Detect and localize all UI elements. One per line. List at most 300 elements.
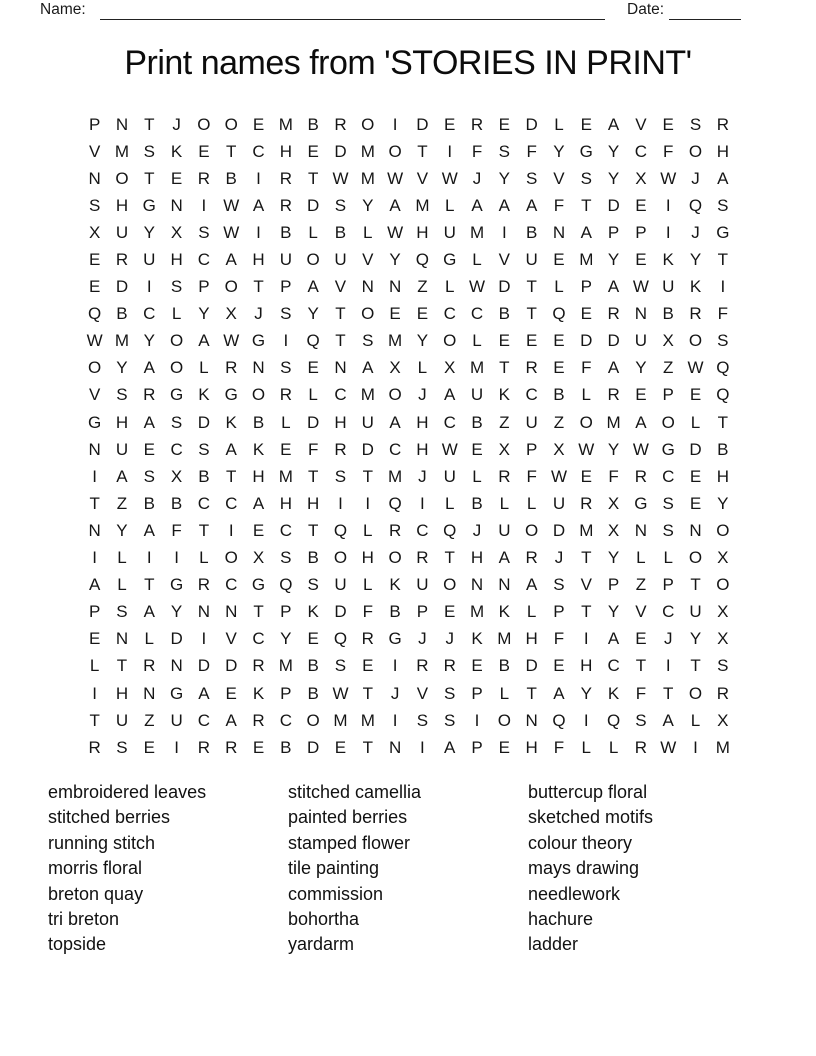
- grid-letter: B: [334, 222, 347, 242]
- grid-letter: O: [251, 385, 266, 405]
- grid-letter: A: [389, 195, 401, 215]
- grid-letter: B: [389, 602, 401, 622]
- grid-letter: P: [471, 737, 483, 757]
- grid-letter: X: [225, 304, 237, 324]
- grid-letter: H: [115, 195, 129, 215]
- grid-letter: M: [278, 656, 293, 676]
- grid-letter: R: [525, 548, 538, 568]
- grid-letter: Z: [116, 493, 128, 513]
- grid-letter: U: [662, 277, 675, 297]
- grid-letter: N: [252, 358, 265, 378]
- grid-letter: I: [420, 493, 425, 513]
- grid-letter: G: [251, 331, 266, 351]
- grid-letter: T: [526, 304, 537, 324]
- grid-letter: Y: [416, 331, 429, 351]
- grid-letter: S: [662, 520, 674, 540]
- grid-letter: M: [579, 250, 594, 270]
- grid-letter: Y: [143, 331, 155, 351]
- grid-letter: E: [143, 439, 155, 459]
- grid-letter: Q: [716, 358, 730, 378]
- grid-letter: X: [717, 629, 729, 649]
- grid-letter: Q: [388, 493, 402, 513]
- grid-letter: D: [225, 656, 238, 676]
- grid-letter: J: [418, 629, 427, 649]
- grid-letter: M: [360, 710, 375, 730]
- grid-letter: R: [88, 737, 101, 757]
- grid-letter: L: [308, 222, 318, 242]
- grid-letter: B: [198, 466, 210, 486]
- grid-letter: H: [525, 737, 538, 757]
- grid-letter: B: [143, 493, 155, 513]
- grid-letter: W: [660, 737, 677, 757]
- grid-letter: P: [635, 222, 647, 242]
- grid-letter: Y: [717, 493, 729, 513]
- grid-letter: W: [86, 331, 103, 351]
- grid-letter: L: [472, 331, 482, 351]
- word-list-item: running stitch: [48, 832, 156, 853]
- grid-letter: W: [223, 222, 240, 242]
- grid-letter: C: [470, 304, 484, 324]
- grid-letter: W: [387, 222, 404, 242]
- grid-letter: P: [280, 277, 292, 297]
- grid-letter: R: [498, 466, 511, 486]
- grid-letter: U: [170, 710, 183, 730]
- grid-letter: U: [279, 250, 292, 270]
- grid-letter: O: [333, 548, 348, 568]
- grid-letter: A: [580, 222, 592, 242]
- grid-letter: T: [335, 331, 346, 351]
- grid-letter: E: [307, 358, 319, 378]
- grid-letter: G: [579, 141, 593, 161]
- grid-letter: O: [443, 575, 457, 595]
- word-list-item: bohortha: [288, 909, 360, 930]
- grid-letter: R: [607, 304, 620, 324]
- grid-letter: A: [198, 683, 210, 703]
- grid-letter: T: [116, 656, 128, 676]
- grid-letter: M: [278, 114, 293, 134]
- grid-letter: B: [307, 683, 319, 703]
- grid-letter: R: [634, 737, 648, 757]
- grid-letter: G: [224, 385, 238, 405]
- grid-letter: L: [308, 385, 318, 405]
- word-list-item: mays drawing: [528, 858, 640, 879]
- grid-letter: G: [169, 385, 184, 405]
- grid-letter: K: [252, 439, 265, 459]
- grid-letter: N: [143, 683, 156, 703]
- grid-letter: G: [142, 195, 156, 215]
- grid-letter: N: [689, 520, 702, 540]
- grid-letter: V: [580, 575, 592, 595]
- grid-letter: B: [225, 168, 237, 188]
- grid-letter: H: [716, 466, 729, 486]
- grid-letter: O: [306, 250, 320, 270]
- grid-letter: L: [117, 548, 127, 568]
- grid-letter: C: [279, 520, 292, 540]
- grid-letter: U: [334, 250, 347, 270]
- grid-letter: J: [691, 168, 700, 188]
- grid-letter: T: [362, 683, 373, 703]
- grid-letter: T: [307, 520, 319, 540]
- grid-letter: S: [116, 385, 128, 405]
- grid-letter: N: [470, 575, 484, 595]
- grid-letter: X: [635, 168, 647, 188]
- grid-letter: L: [581, 737, 592, 757]
- grid-letter: G: [251, 575, 266, 595]
- grid-letter: S: [525, 168, 538, 188]
- grid-letter: Q: [279, 575, 293, 595]
- grid-letter: U: [634, 331, 648, 351]
- grid-letter: P: [607, 222, 620, 242]
- grid-letter: O: [169, 358, 184, 378]
- grid-letter: W: [469, 277, 486, 297]
- grid-letter: B: [525, 222, 538, 242]
- grid-letter: Q: [415, 250, 430, 270]
- grid-letter: T: [144, 114, 155, 134]
- grid-letter: H: [416, 412, 429, 432]
- grid-letter: A: [717, 168, 729, 188]
- grid-letter: L: [444, 277, 455, 297]
- grid-letter: N: [334, 358, 347, 378]
- grid-letter: I: [420, 737, 425, 757]
- grid-letter: O: [224, 548, 238, 568]
- grid-letter: I: [392, 710, 398, 730]
- word-search-grid: [81, 111, 737, 761]
- grid-letter: L: [526, 493, 537, 513]
- grid-letter: O: [224, 114, 238, 134]
- grid-letter: T: [581, 548, 592, 568]
- grid-letter: C: [197, 250, 211, 270]
- grid-letter: F: [471, 141, 483, 161]
- grid-letter: A: [225, 250, 237, 270]
- grid-letter: C: [662, 466, 675, 486]
- grid-letter: B: [498, 656, 511, 676]
- grid-letter: O: [716, 520, 730, 540]
- grid-letter: X: [444, 358, 456, 378]
- grid-letter: E: [307, 629, 319, 649]
- grid-letter: D: [115, 277, 129, 297]
- grid-letter: Y: [553, 141, 565, 161]
- grid-letter: K: [689, 277, 702, 297]
- grid-letter: T: [635, 656, 647, 676]
- grid-letter: A: [143, 358, 155, 378]
- grid-letter: I: [583, 629, 589, 649]
- grid-letter: O: [361, 304, 375, 324]
- grid-letter: E: [307, 141, 319, 161]
- grid-letter: Z: [144, 710, 155, 730]
- grid-letter: F: [663, 141, 674, 161]
- grid-letter: H: [307, 493, 320, 513]
- grid-letter: I: [720, 277, 726, 297]
- grid-letter: Q: [333, 629, 348, 649]
- grid-letter: B: [280, 222, 292, 242]
- grid-letter: V: [88, 141, 101, 161]
- grid-letter: M: [497, 629, 512, 649]
- grid-letter: M: [469, 358, 485, 378]
- grid-letter: L: [581, 385, 592, 405]
- grid-letter: Z: [499, 412, 510, 432]
- grid-letter: U: [443, 466, 456, 486]
- grid-letter: V: [416, 683, 429, 703]
- grid-letter: M: [278, 466, 293, 486]
- grid-letter: U: [115, 710, 129, 730]
- grid-letter: X: [717, 548, 729, 568]
- word-list-item: ladder: [528, 934, 579, 955]
- grid-letter: E: [498, 331, 511, 351]
- grid-letter: Y: [280, 629, 292, 649]
- grid-letter: Q: [606, 710, 621, 730]
- grid-letter: W: [441, 168, 458, 188]
- grid-letter: G: [388, 629, 402, 649]
- grid-letter: O: [525, 520, 539, 540]
- grid-letter: P: [662, 575, 674, 595]
- grid-letter: L: [499, 683, 510, 703]
- grid-letter: S: [170, 412, 183, 432]
- grid-letter: E: [662, 114, 674, 134]
- grid-letter: S: [635, 710, 647, 730]
- grid-letter: T: [253, 602, 264, 622]
- date-blank-line: [669, 19, 741, 20]
- grid-letter: S: [553, 575, 565, 595]
- grid-letter: S: [717, 331, 729, 351]
- grid-letter: L: [554, 277, 564, 297]
- grid-letter: K: [198, 385, 210, 405]
- grid-letter: A: [444, 737, 456, 757]
- grid-letter: S: [334, 195, 347, 215]
- grid-letter: X: [252, 548, 265, 568]
- grid-letter: S: [717, 195, 729, 215]
- grid-letter: Y: [389, 250, 401, 270]
- grid-letter: T: [499, 358, 510, 378]
- date-label: Date:: [627, 1, 665, 18]
- grid-letter: C: [197, 710, 211, 730]
- grid-letter: I: [665, 195, 671, 215]
- grid-letter: L: [526, 602, 537, 622]
- grid-letter: T: [89, 493, 100, 513]
- grid-letter: E: [635, 195, 647, 215]
- grid-letter: U: [361, 412, 374, 432]
- grid-letter: V: [498, 250, 511, 270]
- grid-letter: B: [307, 656, 319, 676]
- grid-letter: D: [525, 114, 538, 134]
- grid-letter: C: [416, 520, 429, 540]
- grid-letter: B: [170, 493, 183, 513]
- word-list-column-1: [48, 780, 206, 958]
- grid-letter: S: [580, 168, 592, 188]
- grid-letter: Z: [553, 412, 565, 432]
- grid-letter: R: [716, 683, 729, 703]
- grid-letter: A: [635, 412, 647, 432]
- grid-letter: A: [553, 683, 565, 703]
- grid-letter: M: [114, 141, 130, 161]
- grid-letter: S: [334, 656, 347, 676]
- grid-letter: L: [281, 412, 291, 432]
- grid-letter: B: [280, 737, 292, 757]
- grid-letter: Y: [607, 602, 620, 622]
- grid-letter: C: [252, 141, 265, 161]
- grid-letter: H: [252, 250, 265, 270]
- grid-letter: B: [252, 412, 265, 432]
- grid-letter: S: [416, 710, 429, 730]
- grid-letter: R: [443, 656, 456, 676]
- word-list-item: sketched motifs: [528, 807, 654, 828]
- word-list-item: hachure: [528, 909, 594, 930]
- grid-letter: F: [553, 629, 565, 649]
- grid-letter: A: [225, 439, 237, 459]
- grid-letter: E: [170, 168, 183, 188]
- grid-letter: O: [443, 331, 457, 351]
- grid-letter: E: [471, 656, 483, 676]
- grid-letter: C: [143, 304, 156, 324]
- grid-letter: Y: [170, 602, 183, 622]
- grid-letter: O: [688, 141, 703, 161]
- grid-letter: C: [607, 656, 620, 676]
- grid-letter: O: [388, 548, 402, 568]
- grid-letter: M: [388, 331, 403, 351]
- grid-letter: M: [388, 466, 403, 486]
- word-list-item: colour theory: [528, 832, 633, 853]
- grid-letter: D: [334, 602, 347, 622]
- grid-letter: M: [469, 222, 485, 242]
- grid-letter: X: [607, 520, 620, 540]
- grid-letter: H: [416, 439, 429, 459]
- grid-letter: U: [115, 222, 129, 242]
- grid-letter: S: [362, 331, 374, 351]
- grid-letter: V: [635, 114, 647, 134]
- grid-letter: X: [170, 466, 183, 486]
- grid-letter: Z: [417, 277, 428, 297]
- grid-letter: E: [416, 304, 429, 324]
- grid-letter: W: [332, 168, 349, 188]
- grid-letter: I: [146, 277, 152, 297]
- grid-letter: Y: [689, 629, 702, 649]
- grid-letter: R: [115, 250, 129, 270]
- grid-letter: E: [689, 466, 702, 486]
- grid-letter: Z: [635, 575, 647, 595]
- grid-letter: E: [143, 737, 155, 757]
- grid-letter: R: [416, 548, 429, 568]
- grid-letter: E: [362, 656, 374, 676]
- grid-letter: E: [580, 114, 592, 134]
- grid-letter: R: [279, 168, 292, 188]
- grid-letter: V: [416, 168, 429, 188]
- grid-letter: O: [224, 277, 238, 297]
- grid-letter: D: [307, 412, 320, 432]
- grid-letter: L: [199, 358, 209, 378]
- grid-letter: I: [228, 520, 234, 540]
- grid-letter: R: [334, 439, 347, 459]
- grid-letter: F: [717, 304, 729, 324]
- grid-letter: J: [390, 683, 400, 703]
- grid-letter: Y: [143, 222, 155, 242]
- grid-letter: F: [362, 602, 373, 622]
- grid-letter: N: [170, 195, 183, 215]
- grid-letter: R: [334, 114, 347, 134]
- grid-letter: J: [445, 629, 454, 649]
- grid-letter: B: [662, 304, 674, 324]
- grid-letter: I: [283, 331, 289, 351]
- grid-letter: E: [444, 602, 456, 622]
- grid-letter: A: [525, 575, 538, 595]
- grid-letter: N: [498, 575, 511, 595]
- grid-letter: F: [635, 683, 647, 703]
- grid-letter: B: [498, 304, 511, 324]
- grid-letter: F: [608, 466, 619, 486]
- grid-letter: T: [581, 195, 592, 215]
- grid-letter: D: [334, 141, 347, 161]
- grid-letter: L: [472, 466, 482, 486]
- grid-letter: T: [526, 277, 537, 297]
- grid-letter: L: [499, 493, 510, 513]
- grid-letter: R: [607, 385, 620, 405]
- grid-letter: U: [552, 493, 566, 513]
- grid-letter: S: [717, 656, 729, 676]
- grid-letter: H: [470, 548, 484, 568]
- name-label: Name:: [40, 1, 86, 18]
- grid-letter: N: [552, 222, 566, 242]
- grid-letter: B: [553, 385, 565, 405]
- grid-letter: K: [498, 602, 511, 622]
- grid-letter: P: [662, 385, 674, 405]
- grid-letter: X: [717, 710, 729, 730]
- grid-letter: I: [665, 656, 671, 676]
- grid-letter: Q: [688, 195, 703, 215]
- grid-letter: M: [606, 412, 621, 432]
- grid-letter: P: [280, 683, 292, 703]
- grid-letter: C: [279, 710, 292, 730]
- grid-letter: V: [635, 602, 647, 622]
- grid-letter: K: [389, 575, 401, 595]
- grid-letter: R: [279, 385, 292, 405]
- grid-letter: R: [470, 114, 484, 134]
- grid-letter: R: [197, 575, 211, 595]
- grid-letter: Q: [88, 304, 102, 324]
- grid-letter: Q: [306, 331, 320, 351]
- grid-letter: X: [717, 602, 729, 622]
- grid-letter: U: [525, 250, 538, 270]
- grid-letter: Q: [716, 385, 730, 405]
- grid-letter: N: [197, 602, 211, 622]
- grid-letter: D: [580, 331, 593, 351]
- grid-letter: P: [580, 277, 592, 297]
- grid-letter: X: [607, 493, 620, 513]
- grid-letter: U: [443, 222, 456, 242]
- grid-letter: A: [252, 493, 265, 513]
- grid-letter: E: [334, 737, 347, 757]
- grid-letter: L: [363, 575, 373, 595]
- grid-letter: L: [171, 304, 182, 324]
- grid-letter: X: [498, 439, 511, 459]
- grid-letter: P: [280, 602, 292, 622]
- grid-letter: K: [252, 683, 265, 703]
- grid-letter: I: [365, 493, 371, 513]
- grid-letter: E: [225, 683, 237, 703]
- grid-letter: Y: [198, 304, 210, 324]
- grid-letter: H: [416, 222, 429, 242]
- grid-letter: L: [89, 656, 100, 676]
- grid-letter: I: [693, 737, 698, 757]
- grid-letter: E: [252, 520, 265, 540]
- grid-letter: G: [169, 683, 184, 703]
- grid-letter: N: [115, 629, 129, 649]
- grid-letter: R: [252, 710, 265, 730]
- grid-letter: G: [634, 493, 648, 513]
- grid-letter: V: [88, 385, 101, 405]
- grid-letter: D: [307, 737, 320, 757]
- grid-letter: A: [607, 629, 620, 649]
- grid-letter: R: [279, 195, 292, 215]
- grid-letter: H: [580, 656, 593, 676]
- grid-letter: I: [665, 222, 671, 242]
